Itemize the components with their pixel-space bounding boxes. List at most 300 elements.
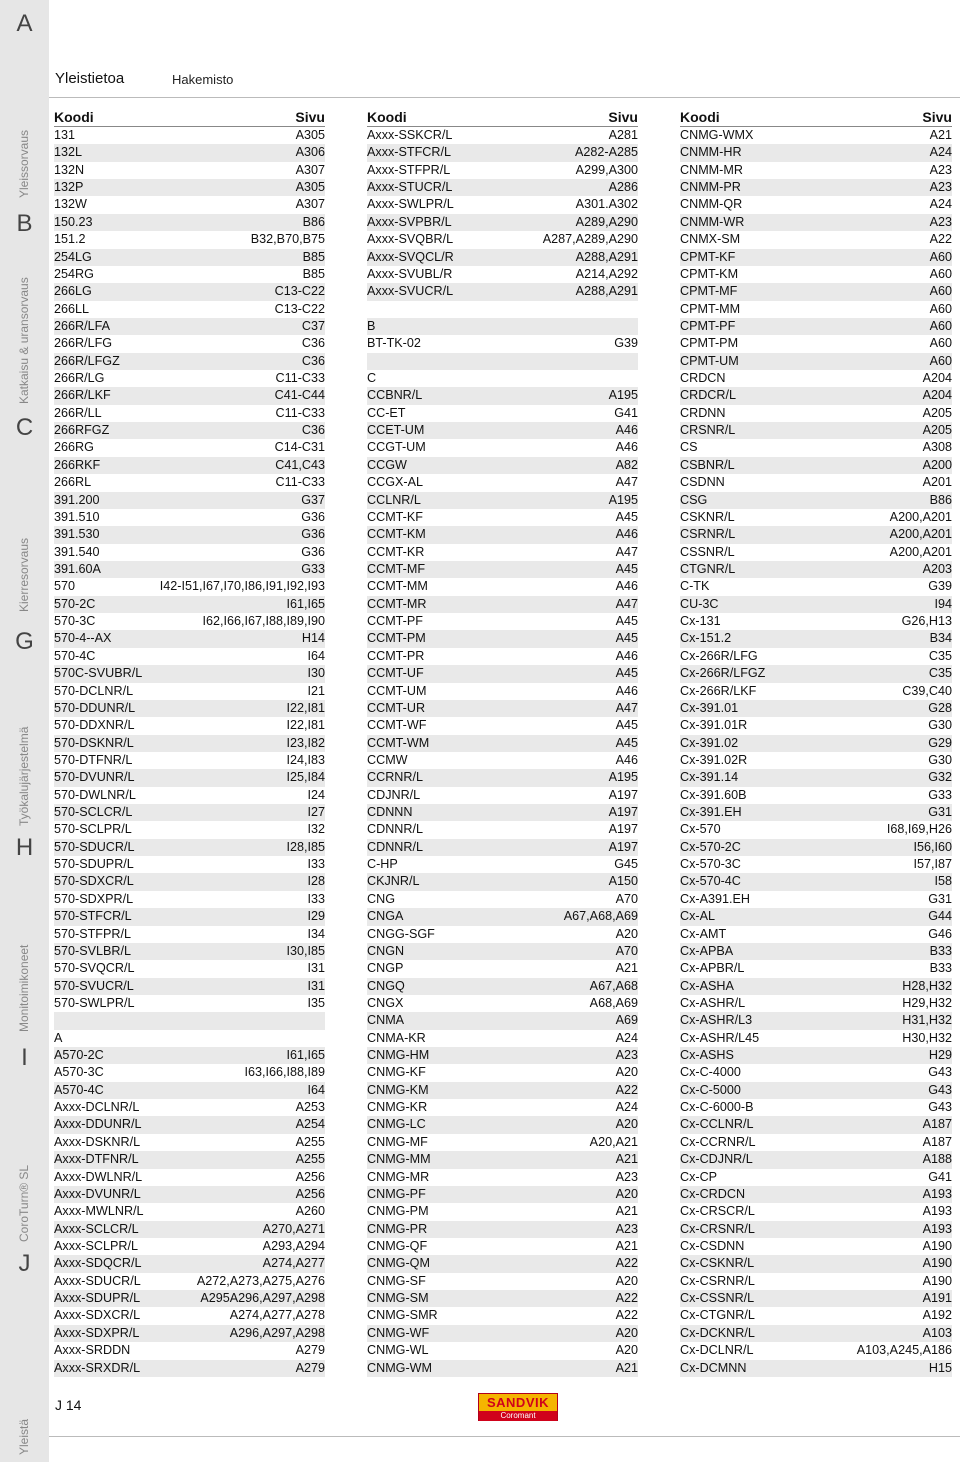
column-header	[54, 107, 325, 126]
item-page: I42-I51,I67,I70,I86,I91,I92,I93	[159, 579, 325, 594]
section-name: Kierresorvaus	[17, 537, 31, 612]
item-code: CCMT-MM	[367, 579, 428, 594]
index-row	[367, 1169, 638, 1186]
item-code: 266RG	[54, 440, 94, 455]
item-page: I61,I65	[286, 1048, 325, 1063]
item-page: G30	[928, 752, 952, 767]
index-row	[54, 318, 325, 335]
item-page: G39	[614, 336, 638, 351]
index-row	[367, 1012, 638, 1029]
item-code: CCMT-WM	[367, 735, 430, 750]
item-page: A299,A300	[575, 162, 638, 177]
item-code: Axxx-SRXDR/L	[54, 1360, 141, 1375]
index-row	[367, 1099, 638, 1116]
index-row	[680, 648, 952, 665]
index-row	[367, 387, 638, 404]
logo-brand: SANDVIK	[479, 1394, 557, 1411]
item-page: I29	[307, 909, 325, 924]
index-row	[54, 908, 325, 925]
index-row	[680, 283, 952, 300]
item-code: CNMG-WL	[367, 1343, 429, 1358]
item-code: 391.540	[54, 544, 100, 559]
item-page: A288,A291	[575, 284, 638, 299]
item-page: I57,I87	[913, 857, 952, 872]
index-row	[367, 717, 638, 734]
item-page: A46	[615, 579, 638, 594]
index-row	[367, 422, 638, 439]
item-code: CC-ET	[367, 405, 406, 420]
item-page: G28	[928, 700, 952, 715]
index-row	[54, 596, 325, 613]
item-code: Cx-ASHA	[680, 978, 734, 993]
item-page: A190	[922, 1273, 952, 1288]
index-row	[54, 1221, 325, 1238]
item-code: CNMA-KR	[367, 1030, 426, 1045]
section-name: CoroTurn® SL	[17, 1164, 31, 1242]
item-code: 132W	[54, 197, 87, 212]
index-row	[54, 544, 325, 561]
item-code: Cx-266R/LFGZ	[680, 666, 766, 681]
header-page: Sivu	[295, 108, 325, 125]
item-code: CNGN	[367, 943, 405, 958]
item-code: Cx-266R/LFG	[680, 648, 758, 663]
index-row	[680, 1151, 952, 1168]
item-page: A46	[615, 440, 638, 455]
index-rows	[54, 127, 325, 1377]
item-page: A45	[615, 666, 638, 681]
index-row	[367, 162, 638, 179]
item-code: CNMG-KM	[367, 1082, 429, 1097]
item-page: A103	[922, 1325, 952, 1340]
item-code: CSRNR/L	[680, 527, 736, 542]
item-code: CNMG-MR	[367, 1169, 430, 1184]
item-page: A22	[615, 1082, 638, 1097]
item-page: A21	[615, 1152, 638, 1167]
item-page: A45	[615, 509, 638, 524]
item-code: 570-SDUCR/L	[54, 839, 135, 854]
item-code: Cx-CP	[680, 1169, 718, 1184]
item-code: CPMT-MF	[680, 284, 738, 299]
index-row	[367, 370, 638, 387]
index-row	[54, 1116, 325, 1133]
item-code: Cx-CCLNR/L	[680, 1117, 754, 1132]
item-page: A308	[922, 440, 952, 455]
item-page: C35	[928, 666, 952, 681]
index-row	[367, 978, 638, 995]
item-code: CRSNR/L	[680, 423, 736, 438]
item-page: G33	[301, 561, 325, 576]
item-page: I28,I85	[286, 839, 325, 854]
item-code: CNMM-QR	[680, 197, 743, 212]
item-code: CNMG-SMR	[367, 1308, 438, 1323]
index-row	[367, 700, 638, 717]
item-page: A20	[615, 1343, 638, 1358]
item-code: Cx-266R/LKF	[680, 683, 757, 698]
index-row	[54, 1360, 325, 1377]
index-row	[54, 301, 325, 318]
index-row	[680, 231, 952, 248]
item-page: A23	[615, 1169, 638, 1184]
item-page: A47	[615, 544, 638, 559]
item-code: CNGX	[367, 995, 404, 1010]
item-code: CNMA	[367, 1013, 405, 1028]
item-code: Cx-C-6000-B	[680, 1100, 754, 1115]
index-row	[54, 196, 325, 213]
item-page: A256	[295, 1186, 325, 1201]
item-code: 570-SDXPR/L	[54, 891, 134, 906]
index-row	[54, 1238, 325, 1255]
item-code: CPMT-PF	[680, 318, 736, 333]
item-page: A279	[295, 1360, 325, 1375]
item-page: A20	[615, 1117, 638, 1132]
index-row	[367, 1030, 638, 1047]
item-code: CNMG-WF	[367, 1325, 430, 1340]
item-page: C39,C40	[902, 683, 952, 698]
index-row	[54, 405, 325, 422]
item-code: 570-SWLPR/L	[54, 995, 135, 1010]
index-row	[367, 179, 638, 196]
index-row	[54, 353, 325, 370]
index-column-1	[54, 107, 325, 1377]
item-page: A274,A277,A278	[229, 1308, 325, 1323]
index-row	[680, 1273, 952, 1290]
item-code: CNMM-HR	[680, 145, 742, 160]
item-page: A255	[295, 1152, 325, 1167]
section-letter: B	[16, 210, 33, 237]
item-page: A200,A201	[889, 509, 952, 524]
index-row	[680, 960, 952, 977]
index-row	[54, 370, 325, 387]
index-row	[680, 926, 952, 943]
item-code: CPMT-MM	[680, 301, 741, 316]
sandvik-logo	[478, 1393, 558, 1421]
item-code: 266RL	[54, 475, 92, 490]
index-row	[680, 1064, 952, 1081]
index-row	[680, 821, 952, 838]
index-row	[680, 266, 952, 283]
index-row	[680, 127, 952, 144]
item-code: 570-DCLNR/L	[54, 683, 134, 698]
item-code: Axxx-DDUNR/L	[54, 1117, 142, 1132]
item-code: Axxx-MWLNR/L	[54, 1204, 144, 1219]
index-row	[680, 752, 952, 769]
item-page: A260	[295, 1204, 325, 1219]
item-code: Axxx-SCLCR/L	[54, 1221, 139, 1236]
item-page: I34	[307, 926, 325, 941]
item-code: Cx-APBR/L	[680, 961, 745, 976]
index-row	[680, 353, 952, 370]
item-code: Cx-ASHS	[680, 1048, 734, 1063]
index-row	[54, 683, 325, 700]
index-row	[367, 1064, 638, 1081]
index-row	[680, 561, 952, 578]
item-code: Cx-ASHR/L3	[680, 1013, 753, 1028]
item-page: A274,A277	[262, 1256, 325, 1271]
index-row	[367, 127, 638, 144]
index-row	[680, 1169, 952, 1186]
item-code: CNMG-WMX	[680, 128, 754, 142]
index-row	[367, 1203, 638, 1220]
index-row	[367, 335, 638, 352]
item-page: A21	[615, 961, 638, 976]
item-page: G36	[301, 527, 325, 542]
item-code: 131	[54, 128, 76, 142]
item-page: A254	[295, 1117, 325, 1132]
index-row	[680, 214, 952, 231]
item-page: B85	[302, 249, 325, 264]
index-row	[680, 492, 952, 509]
item-page: C36	[301, 353, 325, 368]
item-page: A255	[295, 1134, 325, 1149]
item-code: Cx-AMT	[680, 926, 727, 941]
item-page: A195	[608, 770, 638, 785]
item-page: A295A296,A297,A298	[200, 1291, 325, 1306]
item-page: A20	[615, 1065, 638, 1080]
item-page: C11-C33	[275, 475, 325, 490]
item-page: G26,H13	[901, 614, 952, 629]
index-row	[367, 561, 638, 578]
item-page: B85	[302, 266, 325, 281]
section-name: Katkaisu & uransorvaus	[17, 277, 31, 404]
item-page: A205	[922, 405, 952, 420]
item-page: A214,A292	[575, 266, 638, 281]
item-page: I68,I69,H26	[886, 822, 952, 837]
item-page: A20	[615, 926, 638, 941]
item-page: G29	[928, 735, 952, 750]
index-row	[680, 596, 952, 613]
item-page: A20	[615, 1186, 638, 1201]
item-code: 570-SCLPR/L	[54, 822, 132, 837]
item-page: A200	[922, 457, 952, 472]
item-code: CNMM-PR	[680, 180, 741, 195]
item-code: 570C-SVUBR/L	[54, 666, 143, 681]
item-page: A70	[615, 943, 638, 958]
index-row	[54, 630, 325, 647]
index-row	[54, 335, 325, 352]
item-code: CPMT-PM	[680, 336, 739, 351]
item-page: A60	[929, 249, 952, 264]
item-page: A22	[615, 1291, 638, 1306]
item-code: 570-SDUPR/L	[54, 857, 134, 872]
item-page: A296,A297,A298	[229, 1325, 325, 1340]
item-page: A23	[929, 214, 952, 229]
index-row	[367, 1151, 638, 1168]
item-page: A20,A21	[589, 1134, 638, 1149]
index-row	[680, 856, 952, 873]
item-page: C13-C22	[274, 301, 325, 316]
item-code: Cx-A391.EH	[680, 891, 750, 906]
index-row	[680, 179, 952, 196]
item-page: A195	[608, 492, 638, 507]
header-code: Koodi	[367, 108, 407, 125]
item-code: 266RKF	[54, 457, 101, 472]
item-code: Cx-391.01R	[680, 718, 748, 733]
index-row	[367, 752, 638, 769]
item-code: Cx-CDJNR/L	[680, 1152, 753, 1167]
item-page: I23,I82	[286, 735, 325, 750]
index-row	[680, 1203, 952, 1220]
item-code: Axxx-SDXCR/L	[54, 1308, 141, 1323]
index-row	[54, 700, 325, 717]
logo-sub: Coromant	[479, 1411, 557, 1421]
item-code: 570-SVUCR/L	[54, 978, 134, 993]
item-page: A195	[608, 388, 638, 403]
index-row	[367, 509, 638, 526]
index-row	[680, 439, 952, 456]
item-page: A306	[295, 145, 325, 160]
item-code: 266R/LFA	[54, 318, 111, 333]
item-code: CDNNR/L	[367, 822, 423, 837]
item-page: A60	[929, 336, 952, 351]
item-code: 391.510	[54, 509, 100, 524]
item-code: CRDNN	[680, 405, 726, 420]
item-code: Cx-391.14	[680, 770, 739, 785]
item-page: A47	[615, 596, 638, 611]
item-page: A289,A290	[575, 214, 638, 229]
item-page: A272,A273,A275,A276	[196, 1273, 325, 1288]
index-row	[367, 613, 638, 630]
item-code: CNMX-SM	[680, 232, 741, 247]
index-row	[680, 1134, 952, 1151]
index-row	[54, 162, 325, 179]
item-page: B86	[302, 214, 325, 229]
index-row	[680, 387, 952, 404]
item-code: BT-TK-02	[367, 336, 421, 351]
section-letter: J	[18, 1250, 31, 1277]
index-row	[680, 978, 952, 995]
item-page: A21	[615, 1239, 638, 1253]
index-row	[680, 769, 952, 786]
item-code: CNMG-KF	[367, 1065, 426, 1080]
index-row	[54, 179, 325, 196]
index-row	[54, 995, 325, 1012]
index-row	[680, 249, 952, 266]
item-code: CNGG-SGF	[367, 926, 435, 941]
item-page: I61,I65	[286, 596, 325, 611]
index-row	[54, 665, 325, 682]
item-code: Axxx-DCLNR/L	[54, 1100, 140, 1115]
item-page: C11-C33	[275, 371, 325, 386]
index-row	[680, 1342, 952, 1359]
index-row	[54, 1307, 325, 1324]
item-page: B34	[929, 631, 952, 646]
item-code: 570	[54, 579, 76, 594]
item-page: B33	[929, 961, 952, 976]
index-row	[367, 457, 638, 474]
item-code: CCMT-UF	[367, 666, 424, 681]
index-row	[54, 891, 325, 908]
item-code: Cx-CSKNR/L	[680, 1256, 755, 1271]
item-page: A200,A201	[889, 544, 952, 559]
item-page: A24	[929, 197, 952, 212]
item-code: Cx-CCRNR/L	[680, 1134, 756, 1149]
item-page: A70	[615, 891, 638, 906]
index-row	[680, 578, 952, 595]
header-code: Koodi	[54, 108, 94, 125]
item-page: A47	[615, 700, 638, 715]
item-code: Axxx-SDUCR/L	[54, 1273, 141, 1288]
index-row	[54, 1082, 325, 1099]
index-row	[367, 856, 638, 873]
index-row	[680, 1082, 952, 1099]
index-row	[54, 1151, 325, 1168]
item-page: I30,I85	[286, 943, 325, 958]
item-code: Axxx-SDXPR/L	[54, 1325, 140, 1340]
index-row	[54, 943, 325, 960]
item-code: 570-DVUNR/L	[54, 770, 135, 785]
item-page: H31,H32	[902, 1013, 952, 1028]
index-row	[680, 335, 952, 352]
index-row	[367, 578, 638, 595]
item-page: A60	[929, 301, 952, 316]
item-code: CNMG-KR	[367, 1100, 428, 1115]
item-page: A22	[929, 232, 952, 247]
item-code: CCMT-PR	[367, 648, 425, 663]
item-code: 570-DSKNR/L	[54, 735, 134, 750]
index-row	[367, 1342, 638, 1359]
index-row	[54, 1012, 325, 1029]
item-code: CCGX-AL	[367, 475, 423, 490]
item-page: I24,I83	[286, 752, 325, 767]
index-row	[54, 839, 325, 856]
item-page: A205	[922, 423, 952, 438]
page-number: J 14	[55, 1397, 82, 1413]
item-page: A279	[295, 1343, 325, 1358]
item-page: A256	[295, 1169, 325, 1184]
item-page: A103,A245,A186	[856, 1343, 952, 1358]
item-code: 254RG	[54, 266, 94, 281]
index-row	[367, 1255, 638, 1272]
item-page: A190	[922, 1256, 952, 1271]
item-page: B32,B70,B75	[250, 232, 325, 247]
item-page: A197	[608, 839, 638, 854]
index-row	[680, 318, 952, 335]
item-code: CSDNN	[680, 475, 725, 490]
index-row	[367, 787, 638, 804]
index-row	[680, 509, 952, 526]
item-code: CCBNR/L	[367, 388, 423, 403]
item-page: A67,A68,A69	[563, 909, 638, 924]
item-page: I28	[307, 874, 325, 889]
item-page: G32	[928, 770, 952, 785]
item-code: CSG	[680, 492, 708, 507]
item-page: A201	[922, 475, 952, 490]
item-page: I27	[307, 805, 325, 820]
item-page: A187	[922, 1134, 952, 1149]
item-code: CCLNR/L	[367, 492, 421, 507]
item-code: Axxx-DVUNR/L	[54, 1186, 141, 1201]
footer-divider	[49, 1436, 960, 1437]
item-page: A23	[615, 1221, 638, 1236]
item-page: A192	[922, 1308, 952, 1323]
item-page: A204	[922, 371, 952, 386]
index-row	[367, 1116, 638, 1133]
item-page: A23	[615, 1048, 638, 1063]
item-page: C36	[301, 336, 325, 351]
index-row	[54, 978, 325, 995]
index-row	[367, 283, 638, 300]
item-page: B33	[929, 943, 952, 958]
item-code: Cx-151.2	[680, 631, 732, 646]
item-page: I33	[307, 891, 325, 906]
item-code: B	[367, 318, 376, 333]
item-code: CU-3C	[680, 596, 719, 611]
item-code: 570-4--AX	[54, 631, 112, 646]
item-page: A46	[615, 423, 638, 438]
item-page: A293,A294	[262, 1239, 325, 1253]
item-page: A203	[922, 561, 952, 576]
index-row	[680, 1030, 952, 1047]
